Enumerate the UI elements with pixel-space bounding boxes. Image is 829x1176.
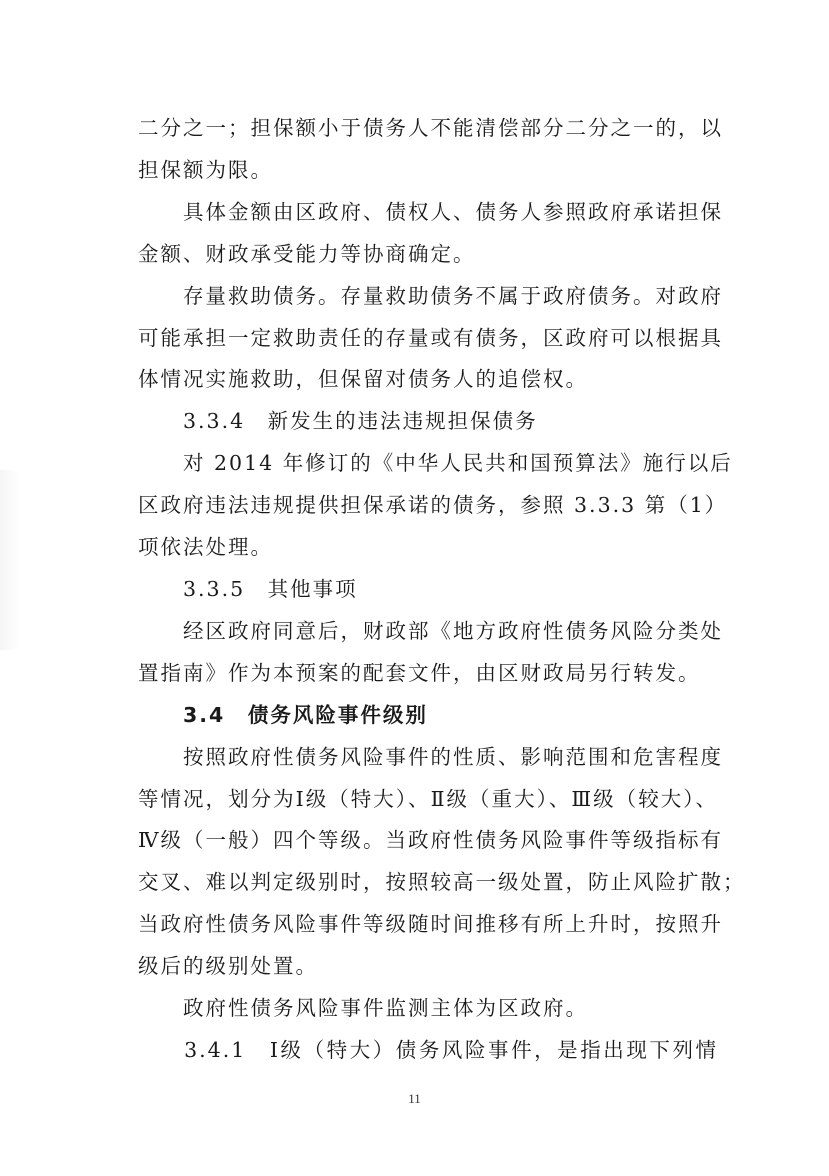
text-line-14: 置指南》作为本预案的配套文件，由区财政局另行转发。 bbox=[138, 660, 701, 685]
text-line-22: 政府性债务风险事件监测主体为区政府。 bbox=[138, 996, 588, 1021]
scan-shadow bbox=[0, 470, 20, 650]
text-line-18: Ⅳ级（一般）四个等级。当政府性债务风险事件等级指标有 bbox=[138, 828, 723, 853]
text-line-4: 金额、财政承受能力等协商确定。 bbox=[138, 241, 476, 266]
text-line-17: 等情况，划分为Ⅰ级（特大）、Ⅱ级（重大）、Ⅲ级（较大）、 bbox=[138, 786, 718, 811]
text-line-7: 体情况实施救助，但保留对债务人的追偿权。 bbox=[138, 367, 588, 392]
text-line-9: 对 2014 年修订的《中华人民共和国预算法》施行以后 bbox=[138, 451, 733, 476]
text-line-23: 3.4.1 Ⅰ级（特大）债务风险事件，是指出现下列情 bbox=[138, 1038, 718, 1062]
text-line-11: 项依法处理。 bbox=[138, 535, 273, 560]
text-line-19: 交叉、难以判定级别时，按照较高一级处置，防止风险扩散； bbox=[138, 870, 746, 895]
text-line-5: 存量救助债务。存量救助债务不属于政府债务。对政府 bbox=[138, 283, 723, 308]
text-line-6: 可能承担一定救助责任的存量或有债务，区政府可以根据具 bbox=[138, 325, 723, 350]
text-line-1: 二分之一；担保额小于债务人不能清偿部分二分之一的，以 bbox=[138, 116, 723, 140]
section-heading-3-3-4: 3.3.4 新发生的违法违规担保债务 bbox=[138, 409, 538, 434]
text-line-13: 经区政府同意后，财政部《地方政府性债务风险分类处 bbox=[138, 618, 723, 643]
text-line-21: 级后的级别处置。 bbox=[138, 954, 318, 979]
text-line-10: 区政府违法违规提供担保承诺的债务，参照 3.3.3 第（1） bbox=[138, 493, 728, 518]
text-line-20: 当政府性债务风险事件等级随时间推移有所上升时，按照升 bbox=[138, 912, 723, 937]
text-line-3: 具体金额由区政府、债权人、债务人参照政府承诺担保 bbox=[138, 199, 723, 224]
section-heading-3-4: 3.4 债务风险事件级别 bbox=[138, 702, 428, 727]
section-heading-3-3-5: 3.3.5 其他事项 bbox=[138, 577, 358, 601]
text-line-2: 担保额为限。 bbox=[138, 157, 273, 182]
text-line-16: 按照政府性债务风险事件的性质、影响范围和危害程度 bbox=[138, 744, 723, 769]
page-number: 11 bbox=[408, 1091, 421, 1106]
